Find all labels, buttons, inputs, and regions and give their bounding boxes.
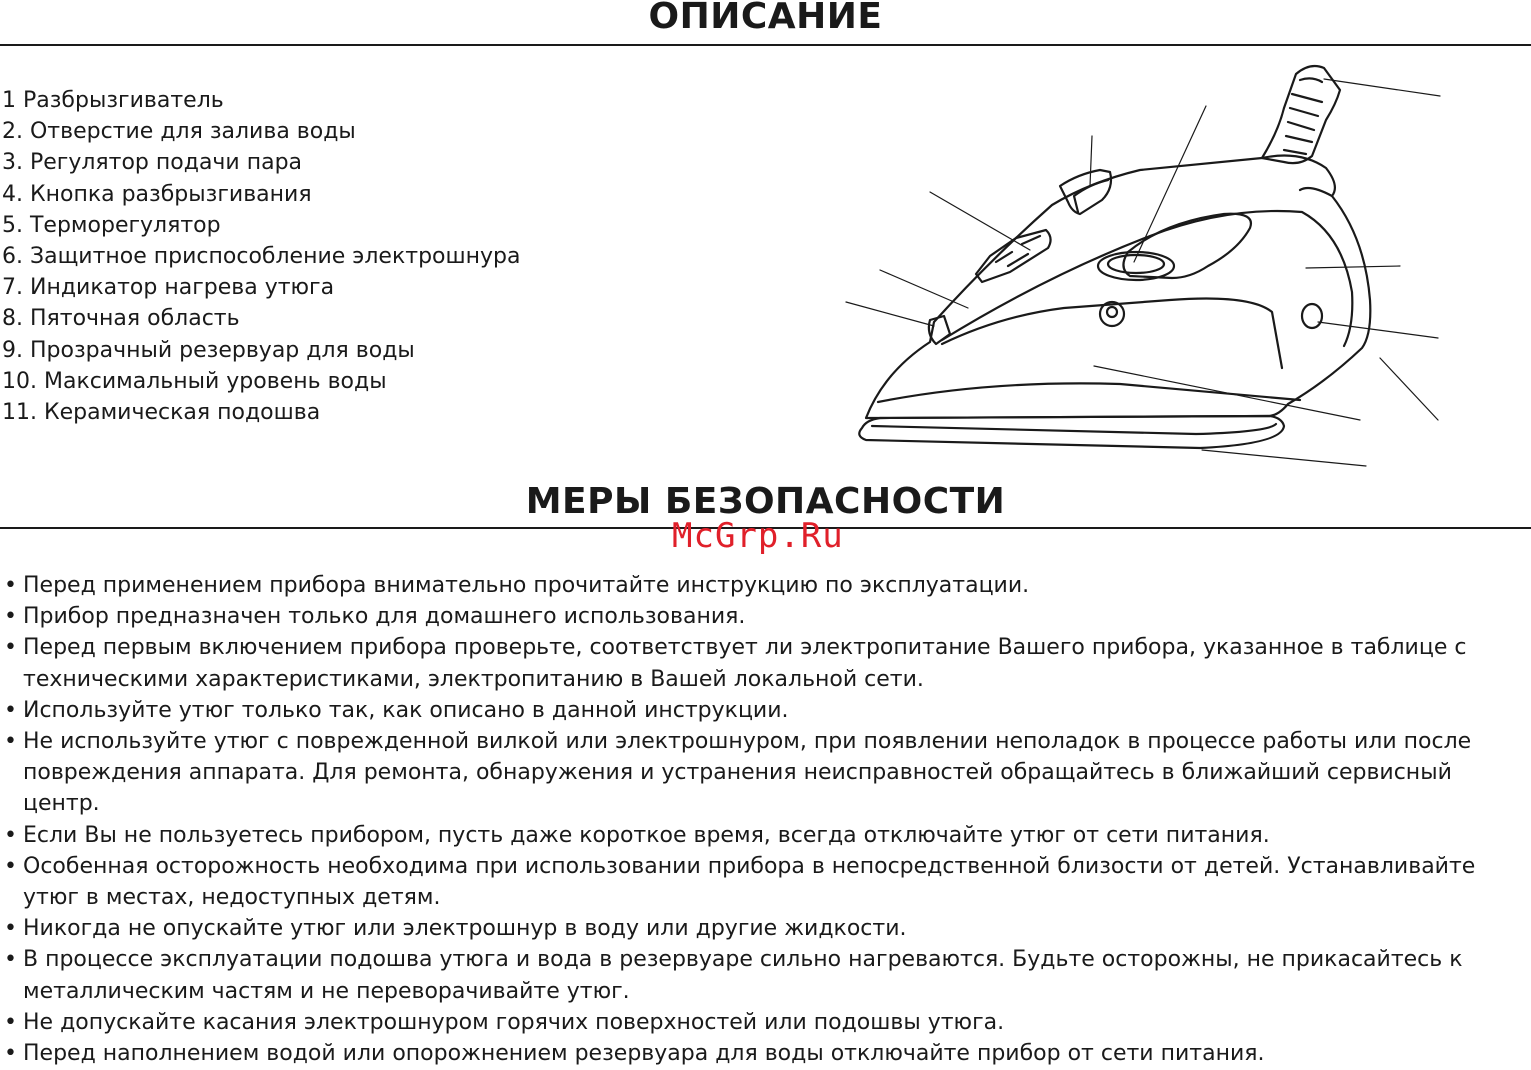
safety-item-text: В процессе эксплуатации подошва утюга и вода в резервуаре сильно нагреваются. Будьте осторожны, не прикасайтесь к металлическим частям и не переворачивайте утюг. <box>23 947 1463 1004</box>
safety-item-text: Прибор предназначен только для домашнего использования. <box>23 604 746 630</box>
safety-item <box>4 726 1524 820</box>
safety-item-text: Если Вы не пользуетесь прибором, пусть даже короткое время, всегда отключайте утюг от сети питания. <box>23 822 1270 848</box>
bullet: • <box>4 1009 17 1035</box>
part-item: 3. Регулятор подачи пара <box>2 150 303 176</box>
bullet: • <box>4 697 17 723</box>
bullet: • <box>4 916 17 942</box>
safety-item-text: Перед применением прибора внимательно прочитайте инструкцию по эксплуатации. <box>23 573 1030 598</box>
safety-item <box>4 695 1524 726</box>
soleplate-edge <box>872 424 1276 434</box>
part-item: 6. Защитное приспособление электрошнура <box>2 244 521 270</box>
safety-title: МЕРЫ БЕЗОПАСНОСТИ <box>525 481 1006 522</box>
part-item: 9. Прозрачный резервуар для воды <box>2 337 415 363</box>
iron-diagram <box>820 55 1460 485</box>
safety-item-text: Особенная осторожность необходима при использовании прибора в непосредственной близости от детей. Устанавливайте утюг в местах, недоступных детям. <box>23 853 1476 911</box>
bullet: • <box>4 947 17 973</box>
safety-item-text: Не допускайте касания электрошнуром горячих поверхностей или подошвы утюга. <box>23 1009 1005 1035</box>
part-item: 1 Разбрызгиватель <box>2 88 224 113</box>
spray-buttons <box>976 230 1051 282</box>
part-item: 4. Кнопка разбрызгивания <box>2 181 312 207</box>
part-item: 11. Керамическая подошва <box>2 400 321 426</box>
part-item: 2. Отверстие для залива воды <box>2 119 356 145</box>
safety-item-text: Никогда не опускайте утюг или электрошнур в воду или другие жидкости. <box>23 916 907 942</box>
safety-item <box>4 1038 1524 1069</box>
iron-body <box>866 156 1370 418</box>
safety-item-text: Не используйте утюг с поврежденной вилкой или электрошнуром, при появлении неполадок в процессе работы или после повреждения аппарата. Для ремонта, обнаружения и устранения неисправностей обращайтесь в ближайший сервисный центр. <box>23 729 1472 817</box>
safety-item <box>4 820 1524 851</box>
parts-list <box>2 85 520 428</box>
part-item: 8. Пяточная область <box>2 306 240 332</box>
safety-item <box>4 601 1524 632</box>
heel-indicator <box>1302 304 1322 328</box>
safety-item <box>4 1007 1524 1038</box>
safety-item-text: Перед наполнением водой или опорожнением резервуара для воды отключайте прибор от сети питания. <box>23 1041 1265 1067</box>
lower-contour <box>878 383 1300 402</box>
safety-list <box>4 570 1524 1069</box>
safety-item <box>4 944 1524 1006</box>
heel-ridge <box>1300 188 1332 196</box>
bullet: • <box>4 729 17 755</box>
watermark: McGrp.Ru <box>672 516 844 556</box>
title-divider <box>0 44 1531 46</box>
bullet: • <box>4 822 17 848</box>
bullet: • <box>4 853 17 879</box>
part-item: 7. Индикатор нагрева утюга <box>2 275 335 301</box>
bullet: • <box>4 573 17 598</box>
description-title: ОПИСАНИЕ <box>648 0 883 37</box>
safety-item <box>4 570 1524 601</box>
part-item: 10. Максимальный уровень воды <box>2 368 387 394</box>
safety-item-text: Перед первым включением прибора проверьте, соответствует ли электропитание Вашего прибора, указанное в таблице с техническими характеристиками, электропитанию в Вашей локальной сети. <box>23 635 1467 692</box>
bullet: • <box>4 604 17 630</box>
heat-indicator <box>1100 302 1124 326</box>
safety-item-text: Используйте утюг только так, как описано в данной инструкции. <box>23 697 789 723</box>
part-item: 5. Терморегулятор <box>2 212 221 238</box>
safety-item <box>4 632 1524 694</box>
safety-item <box>4 851 1524 913</box>
bullet: • <box>4 1041 17 1067</box>
bullet: • <box>4 635 17 661</box>
safety-item <box>4 913 1524 944</box>
steam-control <box>1060 170 1111 214</box>
